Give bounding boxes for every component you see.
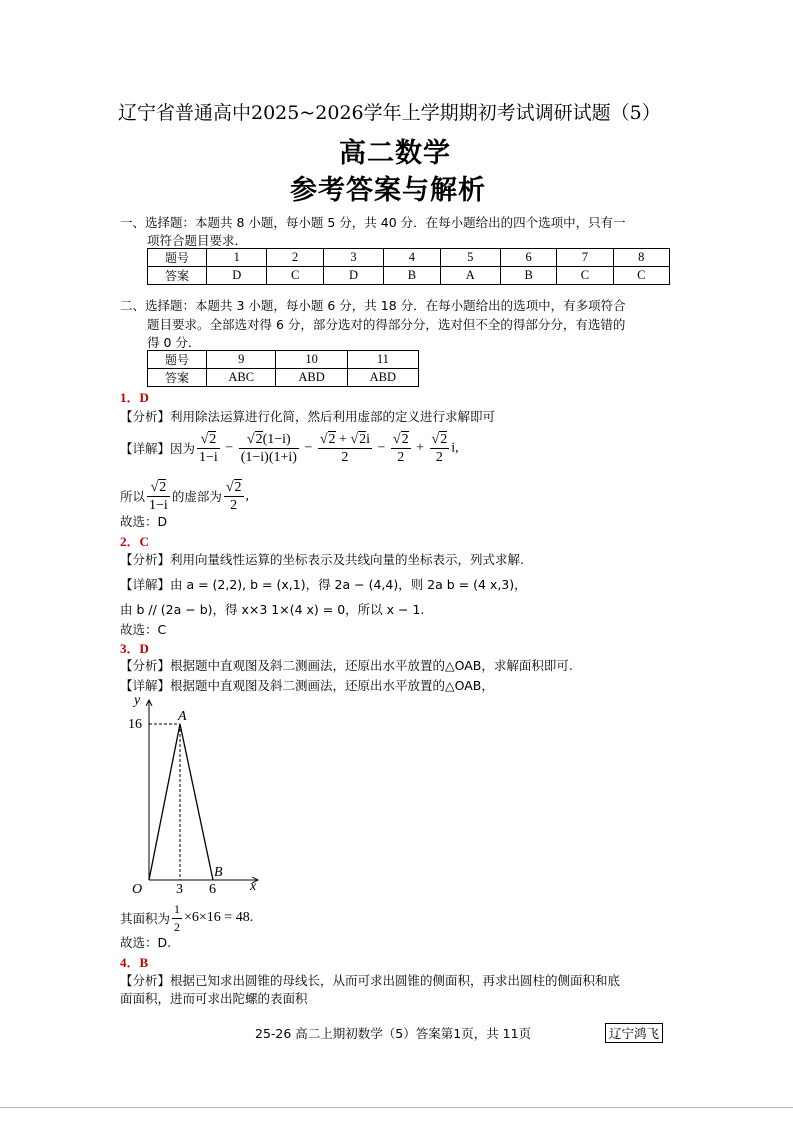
table-row	[148, 249, 670, 267]
page-bottom-divider	[0, 1107, 793, 1108]
answer-cell: A	[440, 267, 500, 285]
triangle-side-oa	[149, 724, 180, 880]
document-subtitle: 高二数学	[339, 138, 451, 169]
answer-cell: C	[267, 267, 323, 285]
section2-intro-line2: 题目要求。全部选对得 6 分，部分选对的得部分分，选对但不全的得部分分，有选错的	[147, 317, 626, 332]
q4-analysis-line1: 【分析】根据已知求出圆锥的母线长，从而可求出圆锥的侧面积，再求出圆柱的侧面积和底	[120, 973, 621, 988]
point-b-label: B	[214, 865, 223, 880]
q4-analysis-line2: 面面积，进而可求出陀螺的表面积	[120, 991, 308, 1006]
row-label-answer: 答案	[148, 369, 207, 387]
x-axis-label: x	[250, 879, 257, 894]
answer-cell: C	[557, 267, 613, 285]
point-a-label: A	[178, 709, 187, 724]
answer-cell: B	[384, 267, 440, 285]
answer-cell: B	[500, 267, 556, 285]
section1-intro-line1: 一、选择题：本题共 8 小题，每小题 5 分，共 40 分．在每小题给出的四个选项中，只有一	[120, 215, 626, 230]
question-number: 3	[323, 249, 383, 267]
triangle-side-ab	[180, 724, 213, 880]
q2-analysis: 【分析】利用向量线性运算的坐标表示及共线向量的坐标表示，列式求解.	[120, 552, 524, 567]
section1-intro-line2: 项符合题目要求．	[147, 233, 248, 248]
row-label-answer: 答案	[148, 267, 207, 285]
question-number: 9	[207, 351, 276, 369]
question-number: 6	[500, 249, 556, 267]
q1-line2: 所以 $\frac{√2}{1-i}$ 的虚部为 $\frac{√2}{2}$ ,	[120, 479, 250, 513]
q3-area-prefix: 其面积为	[120, 911, 171, 926]
q3-heading: 3．D	[120, 641, 149, 656]
answer-cell: D	[207, 267, 267, 285]
answer-cell: ABD	[276, 369, 347, 387]
q1-analysis: 【分析】利用除法运算进行化简，然后利用虚部的定义进行求解即可	[120, 409, 496, 424]
section2-intro-line1: 二、选择题：本题共 3 小题，每小题 6 分，共 18 分．在每小题给出的选项中，有多项符合	[120, 298, 626, 313]
section2-answer-table	[147, 350, 419, 387]
answer-cell: ABD	[347, 369, 418, 387]
origin-label: O	[132, 882, 143, 897]
q1-detail	[120, 428, 459, 468]
question-number: 10	[276, 351, 347, 369]
document-subtitle-2: 参考答案与解析	[290, 175, 486, 206]
q3-conclusion: 故选：D.	[120, 935, 172, 950]
q1-line2-prefix: 所以	[120, 489, 146, 504]
answer-cell: ABC	[207, 369, 276, 387]
y-axis-label: y	[134, 693, 141, 708]
section2-intro-line3: 得 0 分．	[147, 335, 201, 350]
q3-detail: 【详解】根据题中直观图及斜二测画法，还原出水平放置的△OAB，	[120, 678, 494, 693]
answer-cell: C	[613, 267, 669, 285]
section1-answer-table	[147, 248, 670, 285]
q1-formula: $\frac{√2}{1-i}$ − $\frac{√2(1-i)}{(1-i)(1+i)}$ − $\frac{√2 + √2i}{2}$ − $\frac{√2}{2}$ + $\frac{√2}{2}$ i,	[199, 431, 459, 465]
q3-area-expression: ×6×16 = 48.	[184, 910, 254, 925]
table-row	[148, 369, 419, 387]
q2-heading: 2．C	[120, 534, 149, 549]
question-number: 7	[557, 249, 613, 267]
page-footer-text: 25-26 高二上期初数学（5）答案第1页，共 11页	[255, 1026, 532, 1041]
table-row	[148, 351, 419, 369]
document-title: 辽宁省普通高中2025~2026学年上学期期初考试调研试题（5）	[118, 102, 661, 124]
publisher-badge: 辽宁鸿飞	[605, 1023, 663, 1043]
q2-detail-line2: 由 b // (2a − b)，得 x×3 1×(4 x) = 0，所以 x − 1.	[120, 602, 425, 617]
triangle-diagram	[120, 690, 270, 900]
x-tick-label: 3	[176, 882, 183, 897]
question-number: 11	[347, 351, 418, 369]
row-label-question: 题号	[148, 351, 207, 369]
q1-heading: 1．D	[120, 390, 149, 405]
question-number: 8	[613, 249, 669, 267]
x-tick-label: 6	[209, 882, 216, 897]
table-row	[148, 267, 670, 285]
question-number: 2	[267, 249, 323, 267]
q1-detail-prefix: 【详解】因为	[120, 441, 196, 456]
q1-conclusion: 故选：D	[120, 514, 168, 529]
question-number: 4	[384, 249, 440, 267]
q3-analysis: 【分析】根据题中直观图及斜二测画法，还原出水平放置的△OAB，求解面积即可.	[120, 658, 573, 673]
q2-detail-line1: 【详解】由 a = (2,2), b = (x,1)，得 2a − (4,4)，则 2a b = (4 x,3)，	[120, 577, 527, 592]
y-tick-label: 16	[128, 717, 142, 732]
q4-heading: 4．B	[120, 955, 149, 970]
q2-conclusion: 故选：C	[120, 622, 167, 637]
question-number: 5	[440, 249, 500, 267]
q1-line2-mid: 的虚部为	[171, 489, 222, 504]
q3-area-line: 其面积为 $\frac{1}{2}$ ×6×16 = 48.	[120, 901, 254, 934]
question-number: 1	[207, 249, 267, 267]
answer-cell: D	[323, 267, 383, 285]
row-label-question: 题号	[148, 249, 207, 267]
